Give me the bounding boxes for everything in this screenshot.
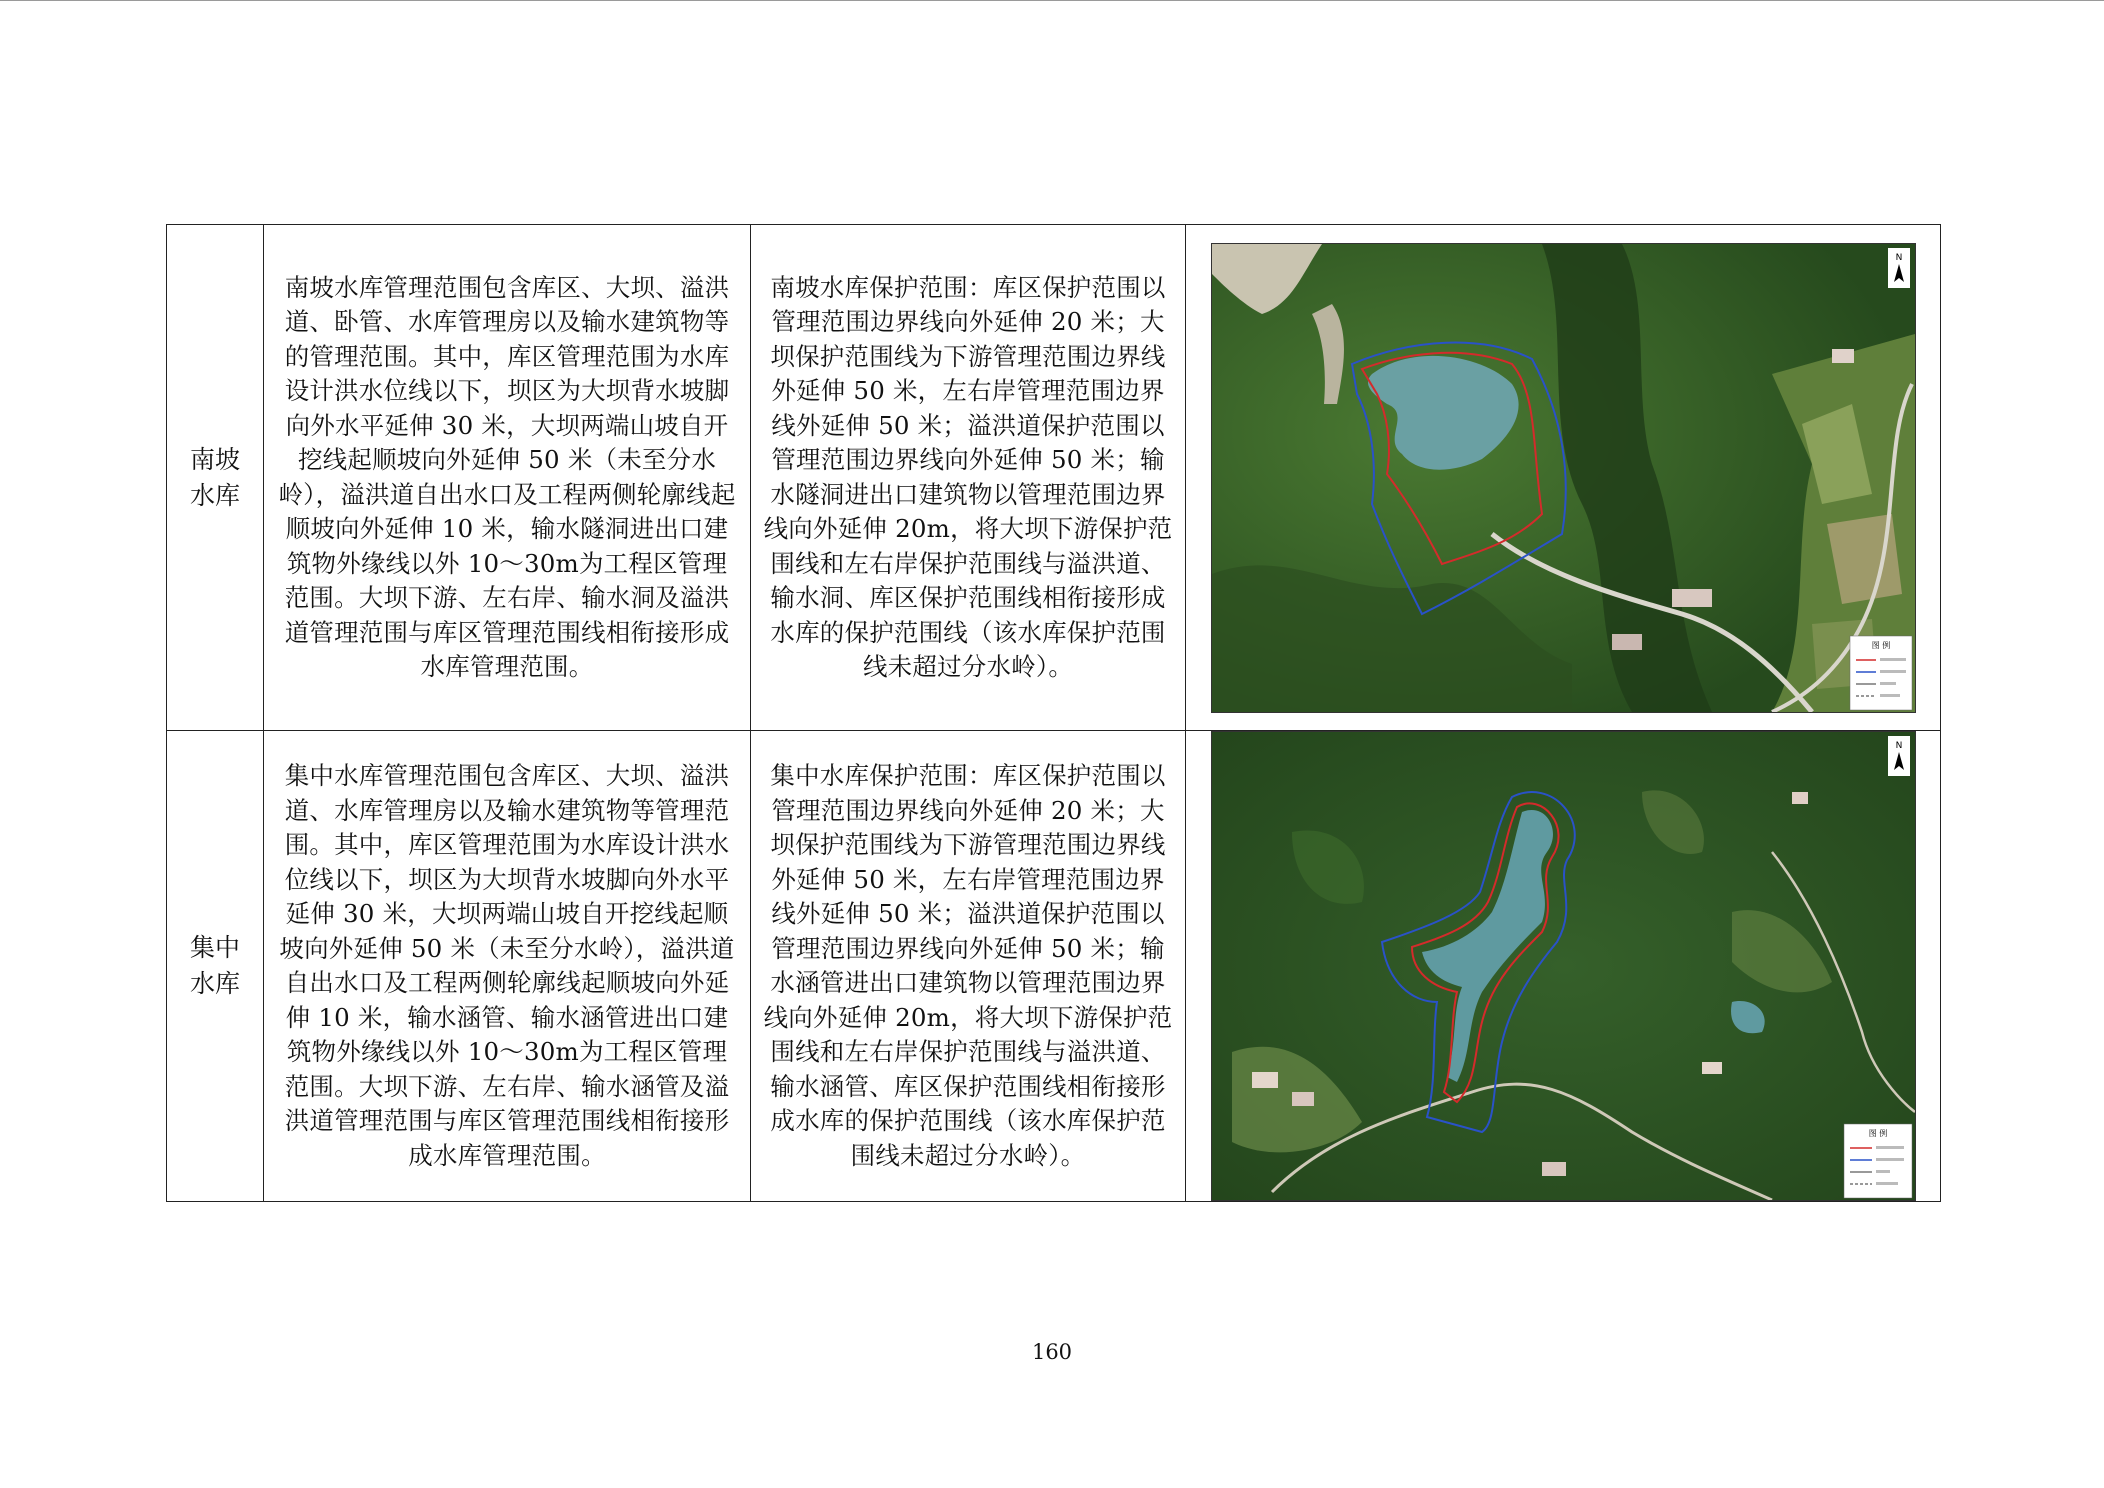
reservoir-name-line: 水库: [189, 480, 240, 510]
reservoir-name-cell: [167, 731, 264, 1202]
protection-scope-cell: [751, 731, 1186, 1202]
north-label: N: [1895, 252, 1902, 263]
management-scope-cell: [264, 731, 751, 1202]
map-cell: [1186, 225, 1941, 731]
map-image: [1212, 244, 1915, 712]
table-row: [167, 225, 1941, 731]
table-row: [167, 731, 1941, 1202]
page-number: 160: [1031, 1340, 1073, 1364]
satellite-map-nanpo: [1211, 243, 1916, 713]
reservoir-name-cell: [167, 225, 264, 731]
legend-title: 图 例: [1871, 640, 1890, 650]
protection-scope-text: 南坡水库保护范围：库区保护范围以管理范围边界线向外延伸 20 米；大坝保护范围线为下游管理范围边界线外延伸 50 米，左右岸管理范围边界线外延伸 50 米；溢洪道保护范围以管理范围边界线向外延伸 50 米；输水隧洞进出口建筑物以管理范围边界线向外延伸 20m，将大坝下游保护范围线和左右岸保护范围线与溢洪道、输水洞、库区保护范围线相衔接形成水库的保护范围线（该水库保护范围线未超过分水岭）。: [763, 272, 1173, 681]
management-scope-text: 集中水库管理范围包含库区、大坝、溢洪道、水库管理房以及输水建筑物等管理范围。其中，库区管理范围为水库设计洪水位线以下，坝区为大坝背水坡脚向外水平延伸 30 米，大坝两端山坡自开挖线起顺坡向外延伸 50 米（未至分水岭），溢洪道自出水口及工程两侧轮廓线起顺坡向外延伸 10 米，输水涵管、输水涵管进出口建筑物外缘线以外 10～30m为工程区管理范围。大坝下游、左右岸、输水涵管及溢洪道管理范围与库区管理范围线相衔接形成水库管理范围。: [279, 761, 735, 1170]
management-scope-cell: [264, 225, 751, 731]
management-scope-text: 南坡水库管理范围包含库区、大坝、溢洪道、卧管、水库管理房以及输水建筑物等的管理范围。其中，库区管理范围为水库设计洪水位线以下，坝区为大坝背水坡脚向外水平延伸 30 米，大坝两端山坡自开挖线起顺坡向外延伸 50 米（未至分水岭），溢洪道自出水口及工程两侧轮廓线起顺坡向外延伸 10 米，输水隧洞进出口建筑物外缘线以外 10～30m为工程区管理范围。大坝下游、左右岸、输水洞及溢洪道管理范围与库区管理范围线相衔接形成水库管理范围。: [278, 272, 736, 681]
protection-scope-cell: [751, 225, 1186, 731]
reservoir-name-line: 南坡: [189, 444, 240, 474]
top-rule: [0, 0, 2104, 1]
map-image: [1212, 732, 1915, 1200]
reservoir-table: [166, 224, 1941, 1202]
legend-title: 图 例: [1868, 1129, 1887, 1138]
reservoir-name-line: 集中: [189, 933, 240, 962]
reservoir-name-line: 水库: [189, 969, 240, 998]
satellite-map-jizhong: [1211, 731, 1916, 1201]
protection-scope-text: 集中水库保护范围：库区保护范围以管理范围边界线向外延伸 20 米；大坝保护范围线为下游管理范围边界线外延伸 50 米，左右岸管理范围边界线外延伸 50 米；溢洪道保护范围以管理范围边界线向外延伸 50 米；输水涵管进出口建筑物以管理范围边界线向外延伸 20m，将大坝下游保护范围线和左右岸保护范围线与溢洪道、输水涵管、库区保护范围线相衔接形成水库的保护范围线（该水库保护范围线未超过分水岭）。: [763, 761, 1173, 1170]
map-cell: [1186, 731, 1941, 1202]
north-label: N: [1895, 741, 1902, 751]
